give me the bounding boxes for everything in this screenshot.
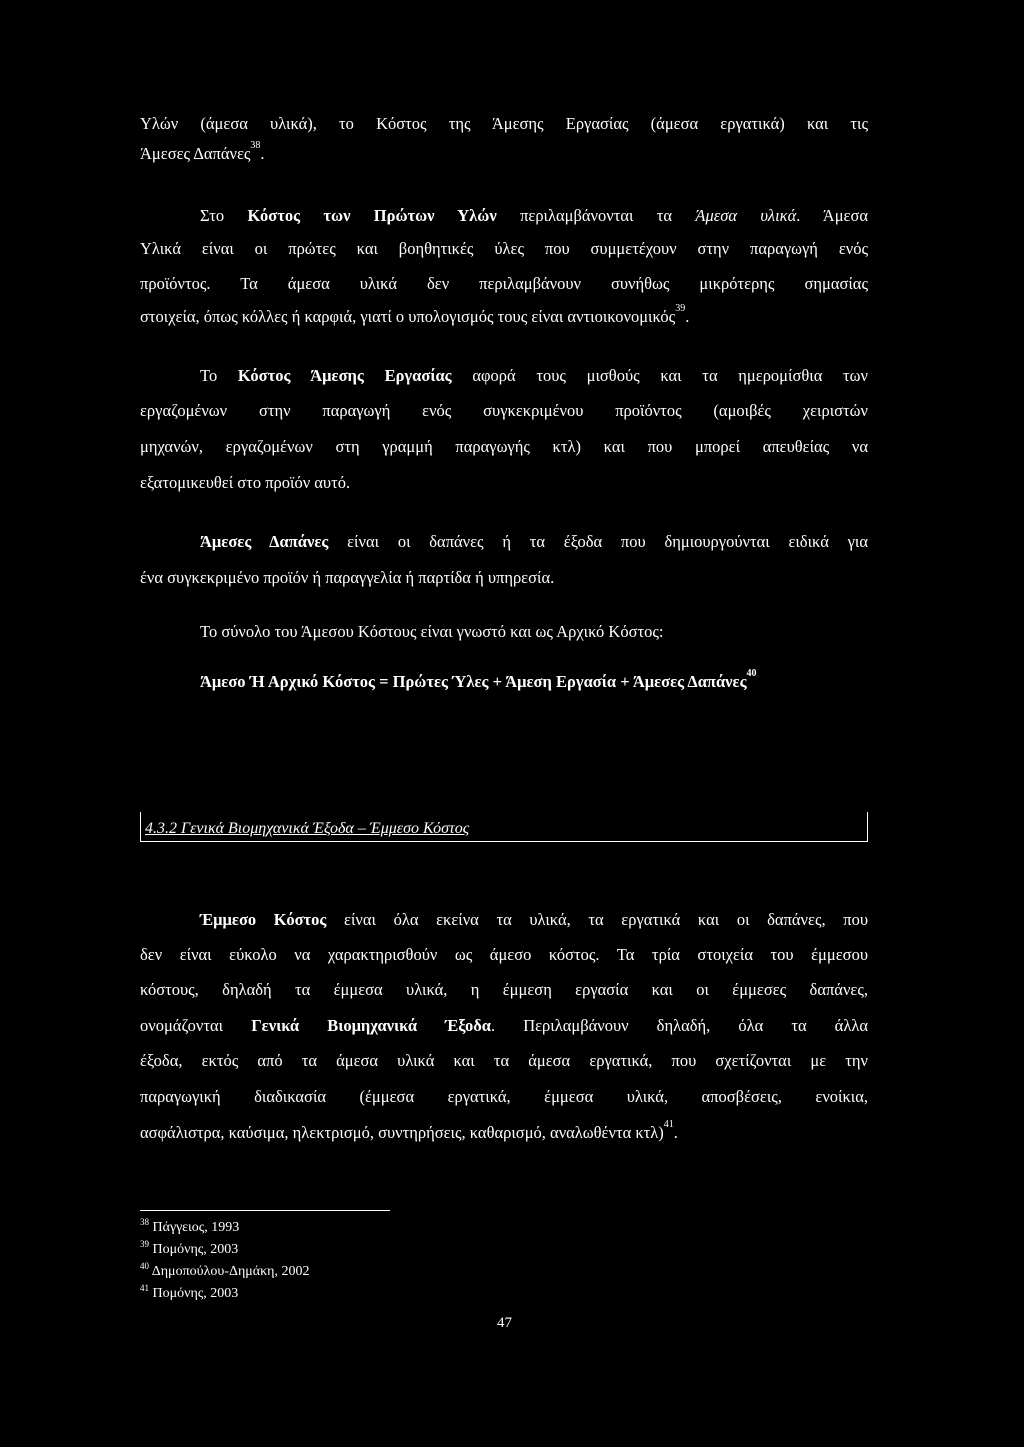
footnote: $^{41}$ Πομόνης, 2003 bbox=[140, 1283, 239, 1301]
text-line: κόστους, δηλαδή τα έμμεσα υλικά, η έμμεση εργασία και οι έμμεσες δαπάνες, bbox=[140, 980, 868, 999]
footnote-ref: 39 bbox=[675, 303, 686, 314]
text-line: προϊόντος. Τα άμεσα υλικά δεν περιλαμβάνουν συνήθως μικρότερης σημασίας bbox=[140, 274, 868, 293]
text-line: στοιχεία, όπως κόλλες ή καρφιά, γιατί ο υπολογισμός τους είναι αντιοικονομικός$^{39}$. bbox=[140, 303, 690, 326]
text-line: Το σύνολο του Άμεσου Κόστους είναι γνωστό και ως Αρχικό Κόστος: bbox=[200, 622, 664, 641]
text-line: εξατομικευθεί στο προϊόν αυτό. bbox=[140, 473, 351, 492]
footnote-ref: 38 bbox=[250, 140, 261, 151]
text-line: εργαζομένων στην παραγωγή ενός συγκεκριμένου προϊόντος (αμοιβές χειριστών bbox=[140, 401, 868, 420]
text-line: Έμμεσο Κόστος είναι όλα εκείνα τα υλικά, τα εργατικά και οι δαπάνες, που bbox=[200, 910, 868, 929]
text-line: Άμεσες Δαπάνες$^{38}$. bbox=[140, 140, 265, 163]
formula-line: Άμεσο Ή Αρχικό Κόστος = Πρώτες Ύλες + Άμεση Εργασία + Άμεσες Δαπάνες$^{40}$ bbox=[200, 668, 757, 691]
footnote: $^{38}$ Πάγγειος, 1993 bbox=[140, 1217, 240, 1235]
page-number: 47 bbox=[497, 1315, 512, 1331]
text-line: ονομάζονται Γενικά Βιομηχανικά Έξοδα. Περιλαμβάνουν δηλαδή, όλα τα άλλα bbox=[140, 1016, 868, 1035]
text-line: Το Κόστος Άμεσης Εργασίας αφορά τους μισθούς και τα ημερομίσθια των bbox=[200, 366, 868, 385]
text-line: μηχανών, εργαζομένων στη γραμμή παραγωγής κτλ) και που μπορεί απευθείας να bbox=[140, 437, 868, 456]
footnote-ref: 40 bbox=[746, 668, 757, 679]
footnote-separator bbox=[140, 1210, 390, 1211]
text-line: παραγωγική διαδικασία (έμμεσα εργατικά, έμμεσα υλικά, αποσβέσεις, ενοίκια, bbox=[140, 1087, 868, 1106]
text-line: Άμεσες Δαπάνες είναι οι δαπάνες ή τα έξοδα που δημιουργούνται ειδικά για bbox=[200, 532, 868, 551]
text-line: ασφάλιστρα, καύσιμα, ηλεκτρισμό, συντηρήσεις, καθαρισμό, αναλωθέντα κτλ)$^{41}$. bbox=[140, 1119, 678, 1142]
section-heading: 4.3.2 Γενικά Βιομηχανικά Έξοδα – Έμμεσο Κόστος bbox=[145, 820, 470, 837]
text-line: έξοδα, εκτός από τα άμεσα υλικά και τα άμεσα εργατικά, που σχετίζονται με την bbox=[140, 1051, 868, 1070]
footnote: $^{39}$ Πομόνης, 2003 bbox=[140, 1239, 239, 1257]
text-line: Στο Κόστος των Πρώτων Υλών περιλαμβάνονται τα Άμεσα υλικά. Άμεσα bbox=[200, 206, 869, 225]
text-line: δεν είναι εύκολο να χαρακτηρισθούν ως άμεσο κόστος. Τα τρία στοιχεία του έμμεσου bbox=[140, 945, 868, 964]
section-heading-box bbox=[140, 812, 868, 842]
text-line: ένα συγκεκριμένο προϊόν ή παραγγελία ή παρτίδα ή υπηρεσία. bbox=[140, 568, 555, 587]
footnote-ref: 41 bbox=[663, 1119, 674, 1130]
text-line: Υλών (άμεσα υλικά), το Κόστος της Άμεσης Εργασίας (άμεσα εργατικά) και τις bbox=[140, 114, 868, 133]
text-line: Υλικά είναι οι πρώτες και βοηθητικές ύλες που συμμετέχουν στην παραγωγή ενός bbox=[140, 239, 868, 258]
footnote: $^{40}$ Δημοπούλου-Δημάκη, 2002 bbox=[140, 1261, 310, 1279]
